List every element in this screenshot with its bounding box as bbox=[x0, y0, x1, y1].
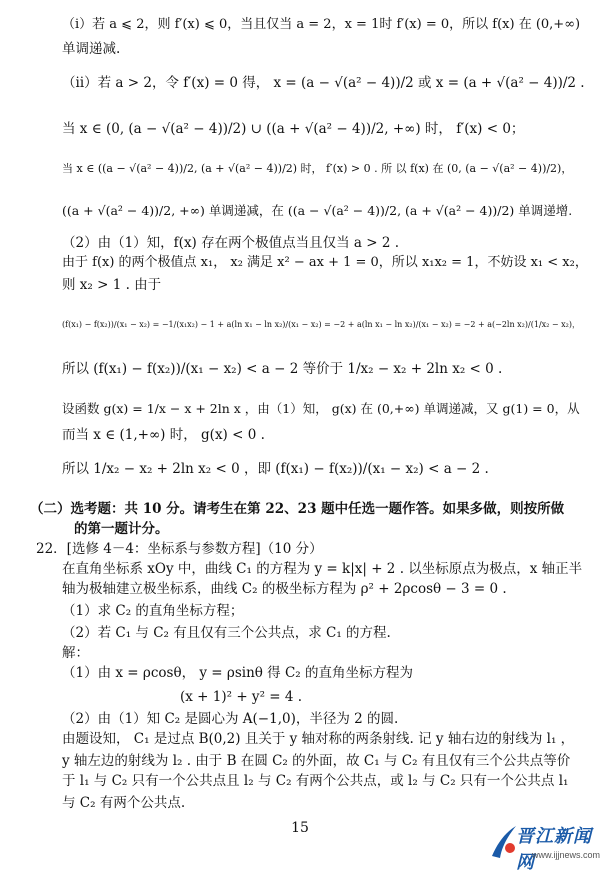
text-line: 所以 (f(x₁) − f(x₂))/(x₁ − x₂) < a − 2 等价于 1/x₂ − x₂ + 2ln x₂ < 0 . bbox=[62, 361, 503, 377]
text-line: 在直角坐标系 xOy 中，曲线 C₁ 的方程为 y = k|x| + 2 . 以坐标原点为极点，x 轴正半 bbox=[62, 561, 583, 577]
text-line: （ⅰ）若 a ⩽ 2，则 f′(x) ⩽ 0，当且仅当 a = 2，x = 1时 f′(x) = 0，所以 f(x) 在 (0,+∞) bbox=[62, 17, 581, 32]
question-title: 22．[选修 4－4：坐标系与参数方程]（10 分） bbox=[36, 541, 323, 557]
text-line: 于 l₁ 与 C₂ 只有一个公共点且 l₂ 与 C₂ 有两个公共点，或 l₂ 与 C₂ 只有一个公共点 l₁ bbox=[62, 773, 569, 789]
text-line: 由于 f(x) 的两个极值点 x₁， x₂ 满足 x² − ax + 1 = 0，所以 x₁x₂ = 1，不妨设 x₁ < x₂， bbox=[62, 255, 588, 270]
logo-text: 晋江新闻网 bbox=[516, 826, 592, 873]
text-line: 由题设知， C₁ 是过点 B(0,2) 且关于 y 轴对称的两条射线. 记 y 轴右边的射线为 l₁ ， bbox=[62, 731, 575, 747]
section-heading: （二）选考题：共 10 分。请考生在第 22、23 题中任选一题作答。如果多做，则按所做 bbox=[30, 501, 565, 517]
logo-swoosh-icon bbox=[488, 822, 518, 862]
text-line: 轴为极轴建立极坐标系，曲线 C₂ 的极坐标方程为 ρ² + 2ρcosθ − 3 = 0 . bbox=[62, 581, 507, 597]
text-line: 所以 1/x₂ − x₂ + 2ln x₂ < 0 ，即 (f(x₁) − f(x₂))/(x₁ − x₂) < a − 2 . bbox=[62, 461, 489, 477]
text-line: 单调递减. bbox=[62, 41, 121, 57]
section-heading: 的第一题计分。 bbox=[74, 521, 169, 537]
text-line: （2）若 C₁ 与 C₂ 有且仅有三个公共点，求 C₁ 的方程. bbox=[62, 625, 391, 641]
text-line: 而当 x ∈ (1,+∞) 时， g(x) < 0 . bbox=[62, 427, 265, 443]
text-line: ((a + √(a² − 4))/2, +∞) 单调递减，在 ((a − √(a² − 4))/2, (a + √(a² − 4))/2) 单调递增. bbox=[62, 203, 573, 218]
site-logo bbox=[488, 818, 600, 873]
text-line: （1）由 x = ρcosθ， y = ρsinθ 得 C₂ 的直角坐标方程为 bbox=[62, 665, 413, 681]
text-line: （2）由（1）知 C₂ 是圆心为 A(−1,0)，半径为 2 的圆. bbox=[62, 711, 399, 727]
logo-url: www.ijjnews.com bbox=[532, 850, 600, 860]
page-number: 15 bbox=[291, 820, 309, 836]
text-line: y 轴左边的射线为 l₂ . 由于 B 在圆 C₂ 的外面，故 C₁ 与 C₂ 有且仅有三个公共点等价 bbox=[62, 753, 571, 769]
formula-line: (f(x₁) − f(x₂))/(x₁ − x₂) = −1/(x₁x₂) − 1 + a(ln x₁ − ln x₂)/(x₁ − x₂) = −2 + a(ln x₁ − ln x₂)/(x₁ − x₂) = −2 + a(−2ln x₂)/(1/x₂ − x₂)， bbox=[62, 320, 580, 329]
text-line: 则 x₂ > 1 . 由于 bbox=[62, 277, 162, 293]
text-line: 设函数 g(x) = 1/x − x + 2ln x ，由（1）知， g(x) 在 (0,+∞) 单调递减，又 g(1) = 0，从 bbox=[62, 401, 580, 416]
text-line: 当 x ∈ (0, (a − √(a² − 4))/2) ∪ ((a + √(a² − 4))/2, +∞) 时， f′(x) < 0； bbox=[62, 121, 525, 137]
text-line: 与 C₂ 有两个公共点. bbox=[62, 795, 186, 811]
answer-label: 解： bbox=[62, 645, 89, 661]
text-line: （ⅱ）若 a > 2，令 f′(x) = 0 得， x = (a − √(a² − 4))/2 或 x = (a + √(a² − 4))/2 . bbox=[62, 75, 585, 91]
text-line: （2）由（1）知，f(x) 存在两个极值点当且仅当 a > 2 . bbox=[62, 235, 400, 251]
formula-line: (x + 1)² + y² = 4 . bbox=[180, 689, 303, 705]
text-line: （1）求 C₂ 的直角坐标方程； bbox=[62, 603, 244, 619]
text-line: 当 x ∈ ((a − √(a² − 4))/2, (a + √(a² − 4))/2) 时， f′(x) > 0 . 所 以 f(x) 在 (0, (a − √(a² − 4))/2)， bbox=[62, 162, 573, 175]
